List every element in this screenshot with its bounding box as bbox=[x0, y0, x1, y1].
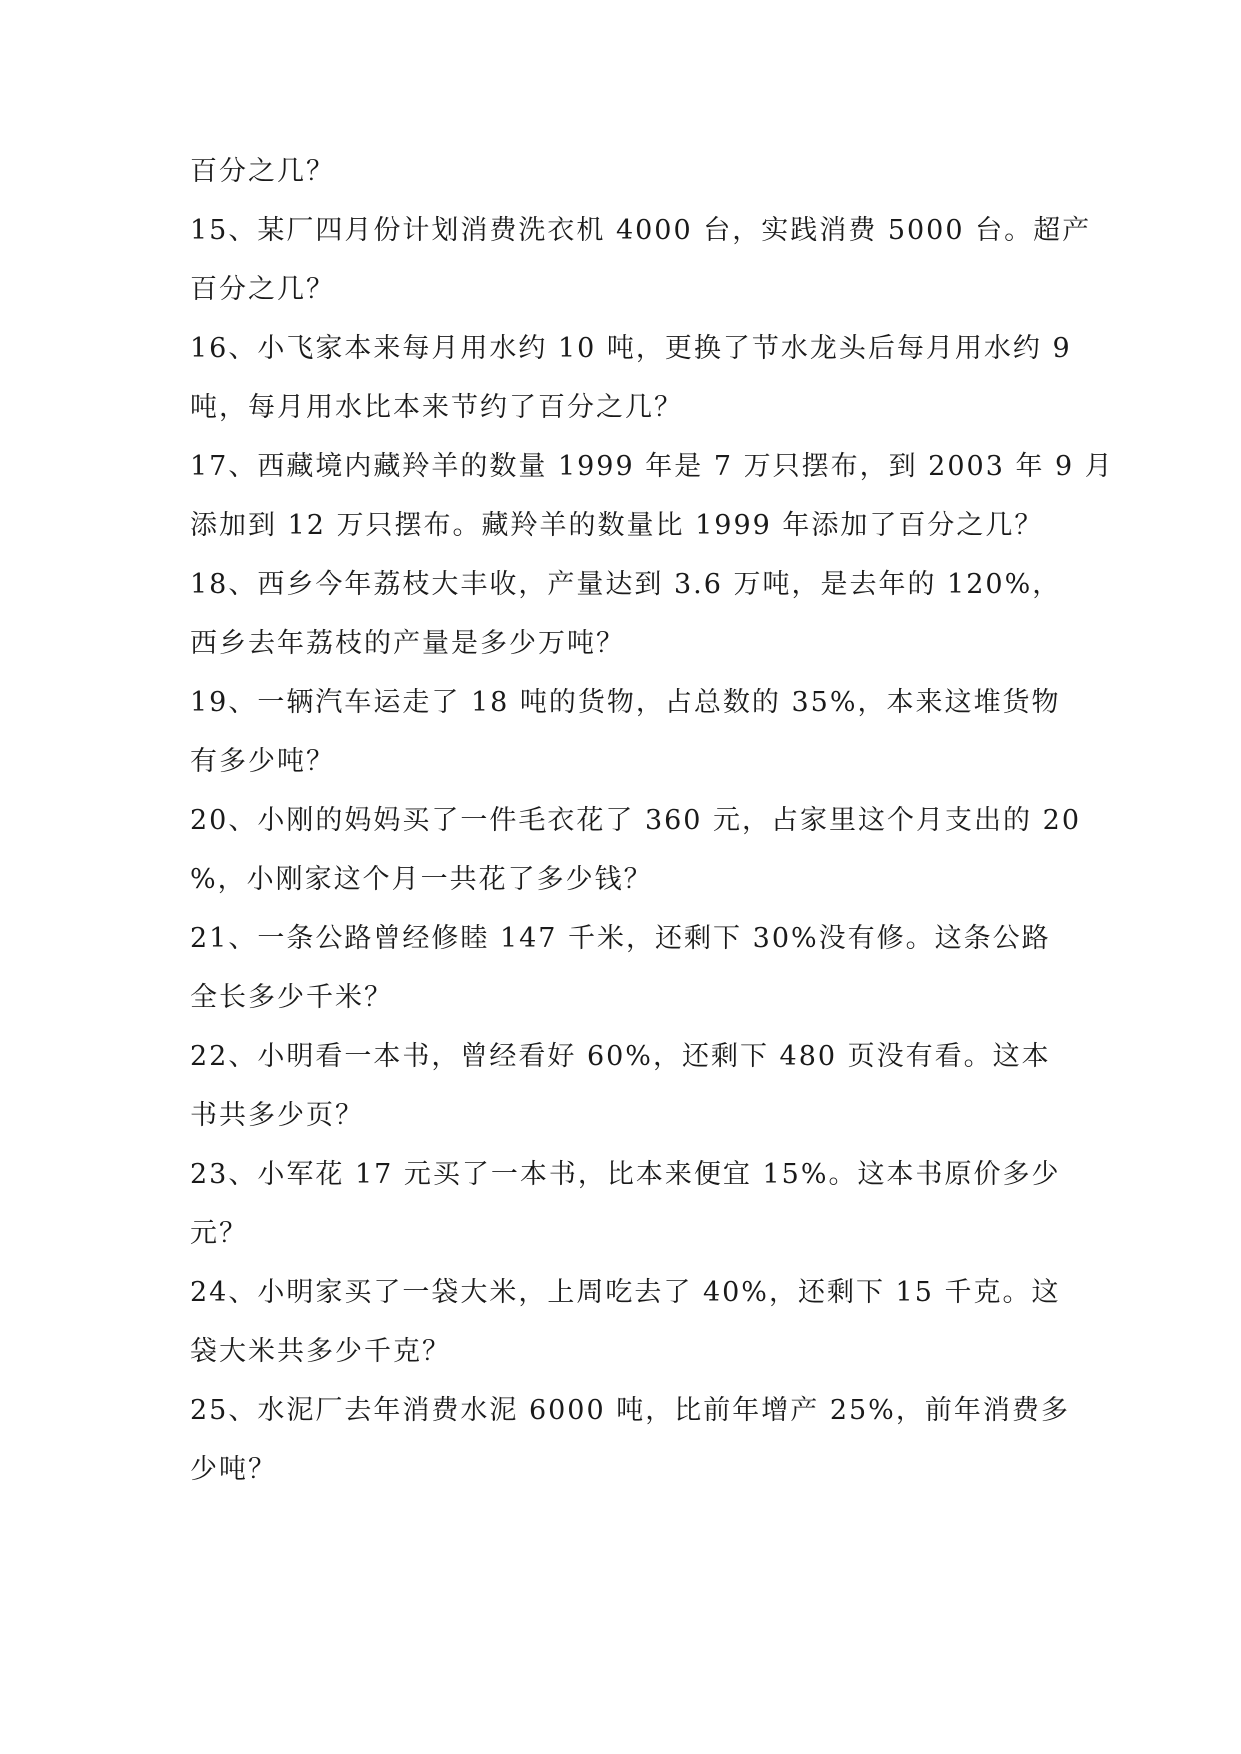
text-line: 19、一辆汽车运走了 18 吨的货物，占总数的 35%，本来这堆货物 bbox=[190, 687, 1061, 718]
text-line: 袋大米共多少千克？ bbox=[190, 1336, 451, 1367]
text-line: 24、小明家买了一袋大米，上周吃去了 40%，还剩下 15 千克。这 bbox=[190, 1277, 1061, 1308]
text-line: 16、小飞家本来每月用水约 10 吨，更换了节水龙头后每月用水约 9 bbox=[190, 333, 1072, 364]
text-line: 有多少吨？ bbox=[190, 746, 335, 777]
text-line: 17、西藏境内藏羚羊的数量 1999 年是 7 万只摆布，到 2003 年 9 月 bbox=[190, 451, 1114, 482]
text-line: 添加到 12 万只摆布。藏羚羊的数量比 1999 年添加了百分之几？ bbox=[190, 510, 1044, 541]
text-line: 少吨？ bbox=[190, 1454, 277, 1485]
text-line: 23、小军花 17 元买了一本书，比本来便宜 15%。这本书原价多少 bbox=[190, 1159, 1061, 1190]
text-line: 元？ bbox=[190, 1218, 248, 1249]
text-line: 百分之几？ bbox=[190, 274, 335, 305]
problem-text bbox=[190, 142, 1114, 1499]
text-line: 吨，每月用水比本来节约了百分之几？ bbox=[190, 392, 683, 423]
text-line: 书共多少页？ bbox=[190, 1100, 364, 1131]
text-line: 25、水泥厂去年消费水泥 6000 吨，比前年增产 25%，前年消费多 bbox=[190, 1395, 1070, 1426]
text-line: 21、一条公路曾经修睦 147 千米，还剩下 30%没有修。这条公路 bbox=[190, 923, 1051, 954]
text-line: 15、某厂四月份计划消费洗衣机 4000 台，实践消费 5000 台。超产 bbox=[190, 215, 1092, 246]
text-line: 18、西乡今年荔枝大丰收，产量达到 3.6 万吨，是去年的 120%， bbox=[190, 569, 1062, 600]
text-line: 西乡去年荔枝的产量是多少万吨？ bbox=[190, 628, 625, 659]
text-line: 22、小明看一本书，曾经看好 60%，还剩下 480 页没有看。这本 bbox=[190, 1041, 1051, 1072]
text-line: 全长多少千米？ bbox=[190, 982, 393, 1013]
text-line: 20、小刚的妈妈买了一件毛衣花了 360 元，占家里这个月支出的 20 bbox=[190, 805, 1081, 836]
text-line: 百分之几？ bbox=[190, 156, 335, 187]
text-line: %，小刚家这个月一共花了多少钱？ bbox=[190, 864, 653, 895]
